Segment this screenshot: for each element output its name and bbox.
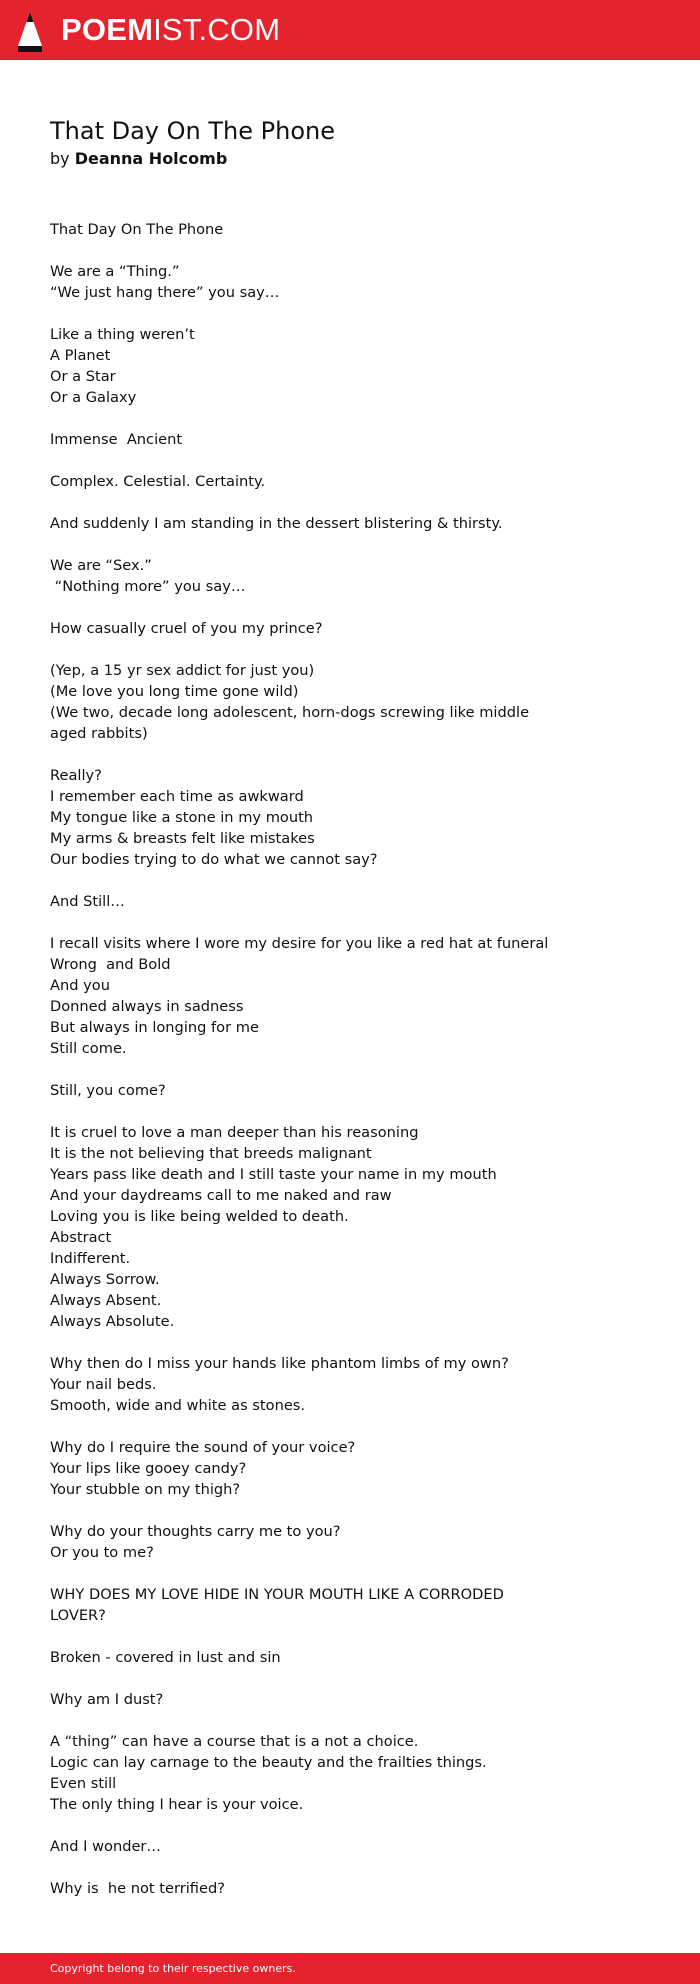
site-footer [0, 1953, 700, 1984]
poem-byline [50, 149, 227, 169]
logo-bold-text: POEM [61, 12, 154, 47]
pencil-tip-icon [17, 11, 43, 53]
site-header [0, 0, 700, 60]
poem-title: That Day On The Phone [50, 117, 335, 145]
poem-body: That Day On The Phone We are a “Thing.” “We just hang there” you say… Like a thing weren’t A Planet Or a Star Or a Galaxy Immense Ancient Complex. Celestial. Certainty. And suddenly I am standing in the dessert blistering & thirsty. We are “Sex.” “Nothing more” you say… How casually cruel of you my prince? (Yep, a 15 yr sex addict for just you) (Me love you long time gone wild) (We two, decade long adolescent, horn-dogs screwing like middle aged rabbits) Really? I remember each time as awkward My tongue like a stone in my mouth My arms & breasts felt like mistakes Our bodies trying to do what we cannot say? And Still… I recall visits where I wore my desire for you like a red hat at funeral Wrong and Bold And you Donned always in sadness But always in longing for me Still come. Still, you come? It is cruel to love a man deeper than his reasoning It is the not believing that breeds malignant Years pass like death and I still taste your name in my mouth And your daydreams call to me naked and raw Loving you is like being welded to death. Abstract Indifferent. Always Sorrow. Always Absent. Always Absolute. Why then do I miss your hands like phantom limbs of my own? Your nail beds. Smooth, wide and white as stones. Why do I require the sound of your voice? Your lips like gooey candy? Your stubble on my thigh? Why do your thoughts carry me to you? Or you to me? WHY DOES MY LOVE HIDE IN YOUR MOUTH LIKE A CORRODED LOVER? Broken - covered in lust and sin Why am I dust? A “thing” can have a course that is a not a choice. Logic can lay carnage to the beauty and the frailties things. Even still The only thing I hear is your voice. And I wonder… Why is he not terrified? [50, 221, 549, 1897]
logo-light-text: IST.COM [153, 12, 281, 47]
by-label: by [50, 149, 70, 168]
site-logo[interactable] [61, 12, 280, 48]
copyright-notice: Copyright belong to their respective owners. [50, 1962, 296, 1975]
poem-author: Deanna Holcomb [74, 149, 228, 168]
